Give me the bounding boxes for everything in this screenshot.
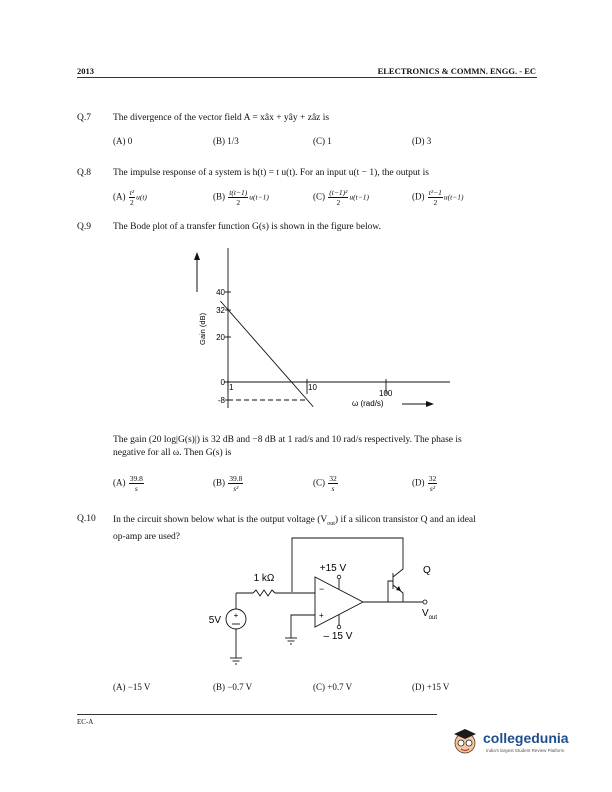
noninv-ground-wire: [291, 615, 315, 638]
q10-option-c[interactable]: (C) +0.7 V: [313, 682, 353, 692]
logo-mascot-icon: [450, 726, 480, 756]
resistor-label: 1 kΩ: [253, 573, 275, 584]
transistor-collector: [393, 558, 403, 577]
q9-option-a-label: (A): [113, 477, 126, 488]
q10-option-d[interactable]: (D) +15 V: [412, 682, 450, 692]
q7-option-d[interactable]: (D) 3: [412, 136, 432, 146]
x-tick-1: 1: [229, 383, 234, 392]
y-tick-32: 32: [216, 306, 225, 315]
q9-option-d[interactable]: [412, 474, 438, 493]
q8-option-a-den: 2: [130, 198, 134, 207]
footer-rule: [77, 714, 437, 715]
q7-text: The divergence of the vector field A = xâx + yây + zâz is: [113, 113, 330, 123]
x-tick-100: 100: [379, 389, 393, 398]
q8-option-a-num: t²: [129, 188, 135, 197]
collegedunia-logo: [450, 726, 590, 766]
q10-text-line2: op-amp are used?: [113, 531, 180, 542]
q9-option-c-label: (C): [313, 477, 325, 488]
feedback-wire: [292, 538, 403, 592]
q9-option-d-fraction: [428, 474, 438, 493]
q8-option-b-fraction: [228, 188, 248, 207]
q8-option-a-label: (A): [113, 191, 126, 202]
q8-option-d-den: 2: [433, 198, 438, 207]
x-axis-label: ω (rad/s): [352, 399, 384, 408]
y-tick-40: 40: [216, 288, 225, 297]
q9-option-b-den: s²: [233, 484, 239, 493]
y-tick-20: 20: [216, 333, 225, 342]
q9-text: The Bode plot of a transfer function G(s) is shown in the figure below.: [113, 222, 381, 232]
q8-option-a[interactable]: [113, 188, 147, 207]
header-subject: ELECTRONICS & COMMN. ENGG. - EC: [377, 66, 536, 76]
q9-option-d-den: s²: [429, 484, 436, 493]
ground-symbol-opamp: [285, 638, 297, 644]
q10-text-line1b: ) if a silicon transistor Q and an ideal: [334, 515, 476, 525]
source-plus-mark: +: [233, 611, 239, 620]
vminus-terminal: [337, 625, 341, 629]
q10-text-sub: out: [327, 520, 335, 527]
vout-terminal: [423, 600, 427, 604]
q8-option-a-tail: u(t): [136, 192, 147, 202]
q9-option-a[interactable]: [113, 474, 145, 493]
source-label: 5V: [208, 615, 221, 626]
q8-option-d-label: (D): [412, 191, 425, 202]
y-axis-label: Gain (dB): [198, 312, 207, 345]
header-year: 2013: [77, 66, 94, 76]
transistor-label: Q: [423, 565, 431, 576]
q7-option-b[interactable]: (B) 1/3: [213, 136, 239, 146]
resistor-zigzag: [253, 590, 275, 596]
y-tick-minus8: -8: [217, 396, 225, 405]
q10-option-a[interactable]: (A) −15 V: [113, 682, 151, 692]
y-arrow-head: [194, 252, 200, 260]
logo-tagline: India's largest Student Review Platform: [486, 748, 565, 753]
q9-description: [113, 434, 543, 460]
q8-option-b[interactable]: [213, 188, 269, 207]
q8-option-b-den: 2: [236, 198, 241, 207]
q9-option-c[interactable]: [313, 474, 339, 493]
q8-option-b-label: (B): [213, 191, 225, 202]
q9-desc-line2: negative for all ω. Then G(s) is: [113, 448, 232, 458]
q9-option-b-label: (B): [213, 477, 225, 488]
ground-symbol-source: [230, 658, 242, 664]
q10-option-b[interactable]: (B) −0.7 V: [213, 682, 253, 692]
x-arrow-head: [426, 401, 434, 407]
circuit-diagram: [185, 535, 450, 670]
q9-option-b-fraction: [228, 474, 243, 493]
q8-text: The impulse response of a system is h(t) = t u(t). For an input u(t − 1), the output is: [113, 168, 429, 178]
vplus-label: +15 V: [319, 563, 347, 574]
q8-option-b-num: t(t−1): [229, 188, 248, 197]
q9-option-d-num: 32: [428, 474, 437, 483]
x-tick-10: 10: [308, 383, 317, 392]
q8-option-b-tail: u(t−1): [249, 192, 269, 202]
q9-option-c-num: 32: [329, 474, 337, 483]
bode-plot: [180, 240, 460, 415]
y-tick-0: 0: [220, 378, 225, 387]
q9-option-b[interactable]: [213, 474, 244, 493]
q9-option-c-fraction: [328, 474, 338, 493]
vout-label: $V_{out}$: [422, 608, 438, 621]
base-wire: [388, 581, 393, 602]
q8-option-d-num: t²−1: [428, 188, 442, 197]
q10-number: Q.10: [77, 514, 96, 524]
q7-number: Q.7: [77, 113, 91, 123]
q8-option-c[interactable]: [313, 188, 369, 207]
q8-option-c-label: (C): [313, 191, 325, 202]
q9-option-a-fraction: [129, 474, 144, 493]
logo-wordmark: collegedunia: [483, 730, 569, 746]
q9-option-a-den: s: [134, 484, 138, 493]
opamp-minus-label: −: [319, 584, 325, 594]
q9-option-b-num: 39.8: [229, 474, 243, 483]
q8-option-c-den: 2: [336, 198, 341, 207]
q9-option-c-den: s: [331, 484, 335, 493]
q9-option-a-num: 39.8: [129, 474, 143, 483]
q8-option-c-num: (t−1)²: [329, 188, 348, 197]
q8-option-c-fraction: [328, 188, 348, 207]
q8-option-a-fraction: [129, 188, 135, 207]
q7-option-a[interactable]: (A) 0: [113, 136, 133, 146]
q8-option-d-fraction: [428, 188, 443, 207]
header-rule: [77, 77, 537, 78]
q9-number: Q.9: [77, 222, 91, 232]
q7-option-c[interactable]: (C) 1: [313, 136, 332, 146]
x-tick-marks: [228, 379, 386, 394]
q10-text-line1: In the circuit shown below what is the output voltage (V: [113, 515, 328, 525]
q8-option-d[interactable]: [412, 188, 464, 207]
q8-number: Q.8: [77, 168, 91, 178]
q8-option-c-tail: u(t−1): [349, 192, 370, 202]
q9-desc-line1: The gain (20 log|G(s)|) is 32 dB and −8 dB at 1 rad/s and 10 rad/s respectively. The phase is: [113, 435, 462, 445]
gain-series-line: [217, 301, 313, 407]
q8-option-d-tail: u(t−1): [443, 192, 464, 202]
vminus-label: – 15 V: [323, 631, 353, 642]
vplus-terminal: [337, 575, 341, 579]
opamp-plus-label: +: [319, 611, 324, 620]
footer-code: EC-A: [77, 718, 94, 726]
q9-option-d-label: (D): [412, 477, 425, 488]
